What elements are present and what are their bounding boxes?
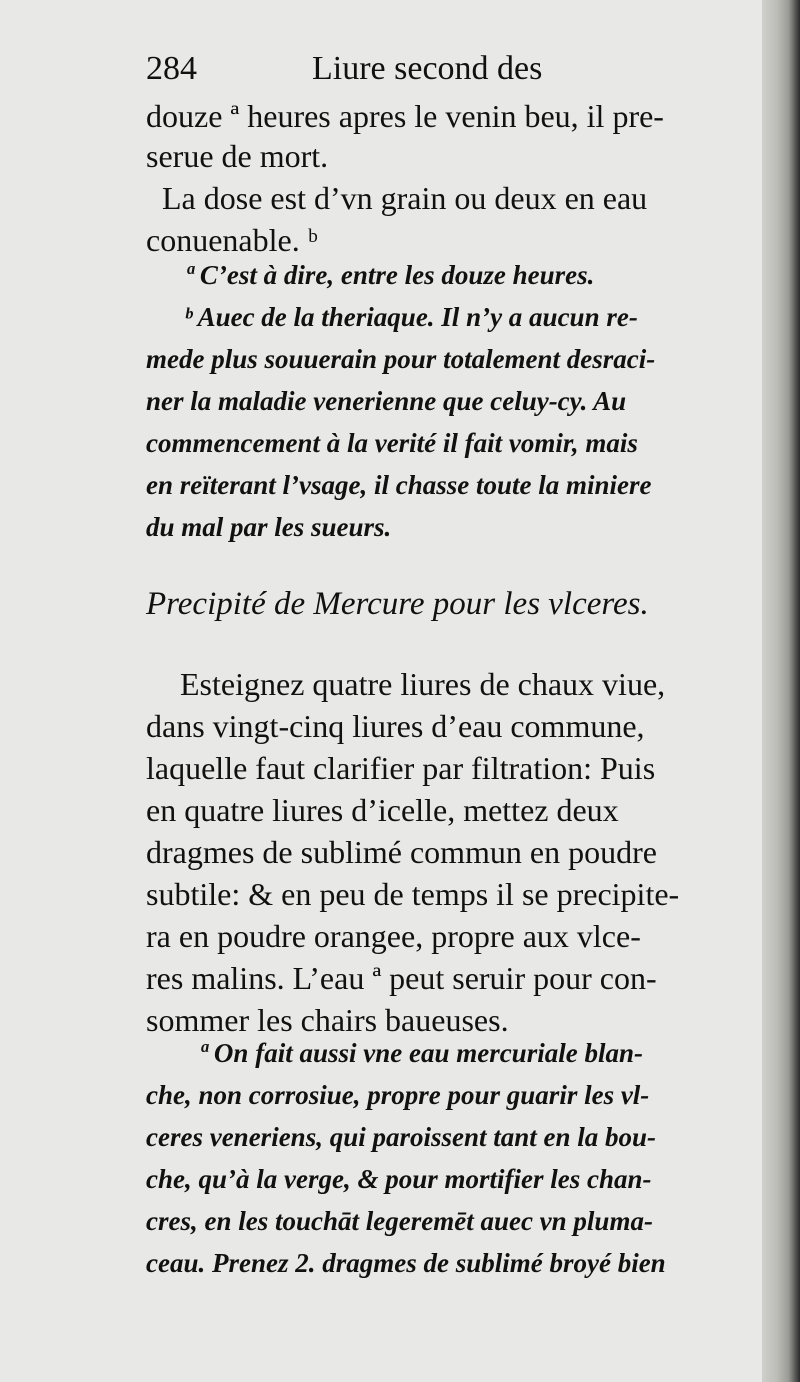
footnote-line: ner la maladie venerienne que celuy-cy. Au bbox=[146, 386, 627, 416]
text-line: res malins. L’eau ª peut seruir pour con- bbox=[146, 960, 657, 996]
footnote-line: commencement à la verité il fait vomir, mais bbox=[146, 428, 638, 458]
text-line: sommer les chairs baueuses. bbox=[146, 1002, 509, 1038]
text-line: ra en poudre orangee, propre aux vlce- bbox=[146, 918, 641, 954]
footnote-line: en reïterant l’vsage, il chasse toute la miniere bbox=[146, 470, 652, 500]
footnote-line: cres, en les touchāt legeremēt auec vn pluma- bbox=[146, 1206, 653, 1236]
footnote-line: che, non corrosiue, propre pour guarir les vl- bbox=[146, 1080, 650, 1110]
text-line: dragmes de sublimé commun en poudre bbox=[146, 834, 657, 870]
footnote-line: mede plus souuerain pour totalement desraci- bbox=[146, 344, 656, 374]
text-line: serue de mort. bbox=[146, 138, 329, 174]
footnote-line: ceres veneriens, qui paroissent tant en la bou- bbox=[146, 1122, 657, 1152]
footnote-line: ceau. Prenez 2. dragmes de sublimé broyé bien bbox=[146, 1248, 666, 1278]
footnote-line: ª C’est à dire, entre les douze heures. bbox=[186, 260, 595, 290]
text-line: en quatre liures d’icelle, mettez deux bbox=[146, 792, 619, 828]
footnote-line: ª On fait aussi vne eau mercuriale blan- bbox=[200, 1038, 643, 1068]
text-line: La dose est d’vn grain ou deux en eau bbox=[162, 180, 648, 216]
text-line: douze ª heures apres le venin beu, il pre- bbox=[146, 98, 664, 134]
footnote-line: du mal par les sueurs. bbox=[146, 512, 392, 542]
page-number: 284 bbox=[146, 50, 197, 87]
page-gutter-shadow bbox=[762, 0, 800, 1382]
footnote-line: ᵇ Auec de la theriaque. Il n’y a aucun re- bbox=[184, 302, 638, 332]
running-head-title: Liure second des bbox=[312, 50, 543, 87]
text-line: laquelle faut clarifier par filtration: Puis bbox=[146, 750, 656, 786]
text-line: Esteignez quatre liures de chaux viue, bbox=[180, 666, 666, 702]
section-heading: Precipité de Mercure pour les vlceres. bbox=[146, 586, 649, 622]
text-line: subtile: & en peu de temps il se precipite- bbox=[146, 876, 680, 912]
footnote-line: che, qu’à la verge, & pour mortifier les chan- bbox=[146, 1164, 652, 1194]
text-line: conuenable. ᵇ bbox=[146, 222, 318, 258]
text-line: dans vingt-cinq liures d’eau commune, bbox=[146, 708, 645, 744]
